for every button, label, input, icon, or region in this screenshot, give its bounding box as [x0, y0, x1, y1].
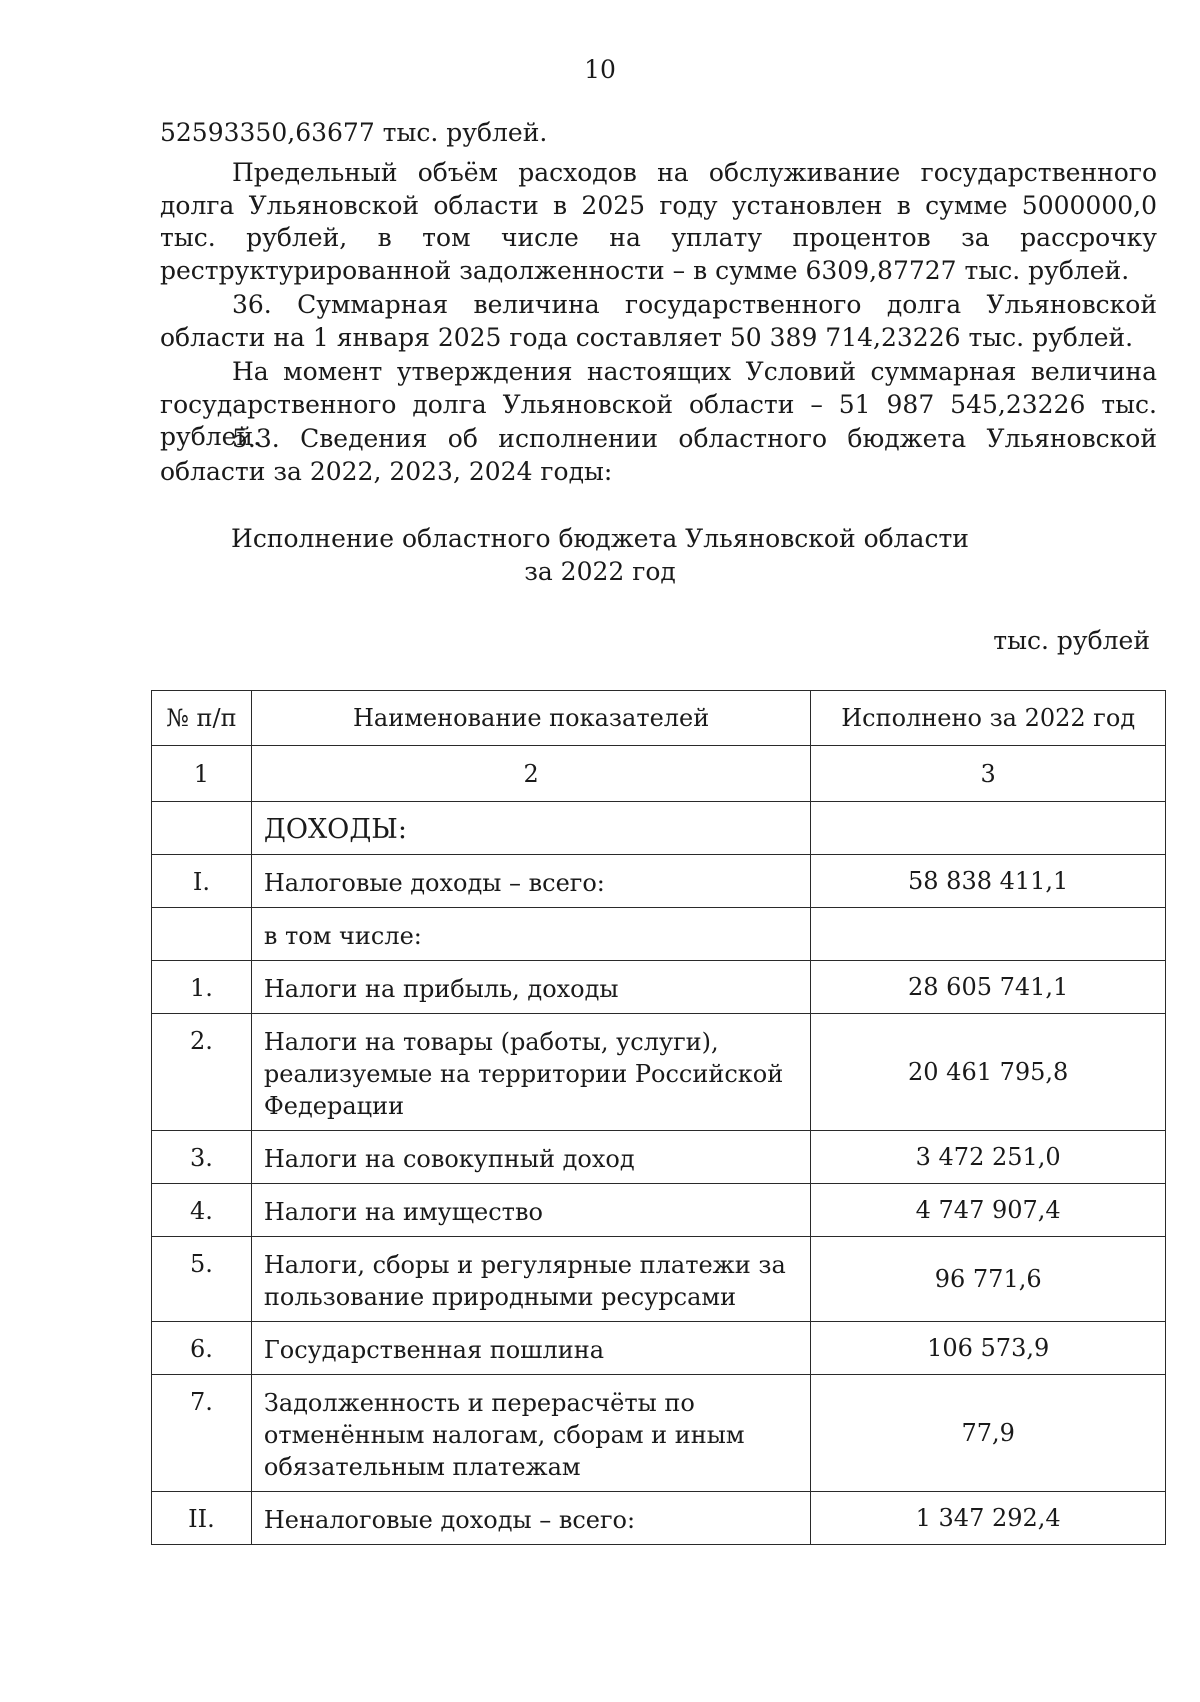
table-title	[0, 522, 1200, 588]
row-name: Налоги на прибыль, доходы	[251, 961, 810, 1014]
row-name: Неналоговые доходы – всего:	[251, 1492, 810, 1545]
table-row	[152, 1237, 1166, 1322]
row-value	[811, 908, 1166, 961]
row-name: Налоговые доходы – всего:	[251, 855, 810, 908]
table-index-row	[152, 746, 1166, 802]
row-number	[152, 908, 252, 961]
row-value: 106 573,9	[811, 1322, 1166, 1375]
table-row	[152, 908, 1166, 961]
row-value: 58 838 411,1	[811, 855, 1166, 908]
table-row	[152, 1375, 1166, 1492]
table-header-row	[152, 691, 1166, 746]
paragraph-current-debt: На момент утверждения настоящих Условий суммарная величина государственного долга Ульяновской области – 51 987 545,23226 тыс. рублей.	[160, 357, 1157, 452]
row-name: Государственная пошлина	[251, 1322, 810, 1375]
budget-execution-table	[151, 690, 1166, 1545]
page-number: 10	[584, 55, 616, 84]
row-number: 2.	[152, 1014, 252, 1131]
row-value: 3 472 251,0	[811, 1131, 1166, 1184]
row-number: I.	[152, 855, 252, 908]
table-row	[152, 1014, 1166, 1131]
row-value: 20 461 795,8	[811, 1014, 1166, 1131]
row-number: 6.	[152, 1322, 252, 1375]
table-row	[152, 961, 1166, 1014]
row-name: Налоги на товары (работы, услуги), реализуемые на территории Российской Федерации	[251, 1014, 810, 1131]
row-value: 28 605 741,1	[811, 961, 1166, 1014]
paragraph-total-debt-2025: 36. Суммарная величина государственного долга Ульяновской области на 1 января 2025 года составляет 50 389 714,23226 тыс. рублей.	[160, 290, 1157, 352]
row-number: II.	[152, 1492, 252, 1545]
row-number: 4.	[152, 1184, 252, 1237]
header-number: № п/п	[152, 691, 252, 746]
paragraph-debt-service-limit: Предельный объём расходов на обслуживание государственного долга Ульяновской области в 2025 году установлен в сумме 5000000,0 тыс. рублей, в том числе на уплату процентов за рассрочку реструктурированной задолженности – в сумме 6309,87727 тыс. рублей.	[160, 158, 1157, 285]
index-cell-1: 1	[152, 746, 252, 802]
row-name: ДОХОДЫ:	[251, 802, 810, 855]
table-row	[152, 855, 1166, 908]
row-value: 1 347 292,4	[811, 1492, 1166, 1545]
table-row	[152, 1322, 1166, 1375]
row-value	[811, 802, 1166, 855]
row-value: 96 771,6	[811, 1237, 1166, 1322]
index-cell-2: 2	[251, 746, 810, 802]
table-row	[152, 1184, 1166, 1237]
table-title-line-2: за 2022 год	[524, 557, 676, 586]
header-indicator-name: Наименование показателей	[251, 691, 810, 746]
table-row	[152, 1492, 1166, 1545]
row-number: 1.	[152, 961, 252, 1014]
row-name: Налоги, сборы и регулярные платежи за пользование природными ресурсами	[251, 1237, 810, 1322]
units-label: тыс. рублей	[993, 626, 1150, 655]
row-name: Налоги на имущество	[251, 1184, 810, 1237]
row-number	[152, 802, 252, 855]
index-cell-3: 3	[811, 746, 1166, 802]
row-number: 3.	[152, 1131, 252, 1184]
paragraph-budget-execution-intro: 5.3. Сведения об исполнении областного бюджета Ульяновской области за 2022, 2023, 2024 годы:	[160, 424, 1157, 486]
row-name: Налоги на совокупный доход	[251, 1131, 810, 1184]
row-number: 5.	[152, 1237, 252, 1322]
row-name: Задолженность и перерасчёты по отменённым налогам, сборам и иным обязательным платежам	[251, 1375, 810, 1492]
row-value: 4 747 907,4	[811, 1184, 1166, 1237]
table-row	[152, 1131, 1166, 1184]
table-title-line-1: Исполнение областного бюджета Ульяновской области	[231, 524, 969, 553]
row-value: 77,9	[811, 1375, 1166, 1492]
row-name: в том числе:	[251, 908, 810, 961]
header-executed-2022: Исполнено за 2022 год	[811, 691, 1166, 746]
row-number: 7.	[152, 1375, 252, 1492]
paragraph-debt-limit-tail: 52593350,63677 тыс. рублей.	[160, 118, 548, 147]
table-row	[152, 802, 1166, 855]
